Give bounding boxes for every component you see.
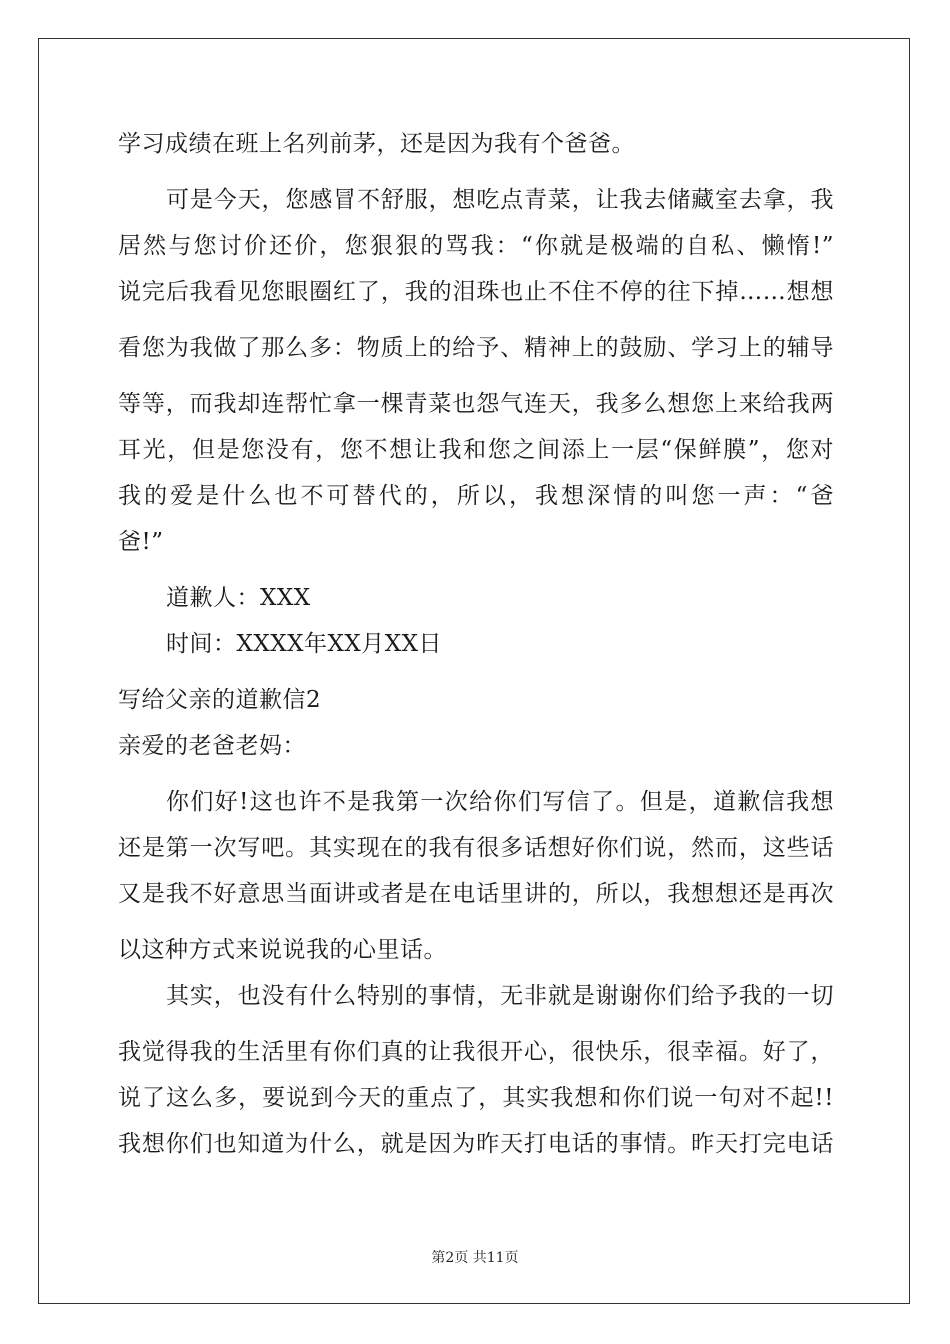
text-line: 又是我不好意思当面讲或者是在电话里讲的，所以，我想想还是再次 <box>118 881 834 907</box>
text-line: 你们好!这也许不是我第一次给你们写信了。但是，道歉信我想 <box>166 789 834 815</box>
text-line: 说了这么多，要说到今天的重点了，其实我想和你们说一句对不起!! <box>118 1085 834 1111</box>
date-line: 时间：XXXX年XX月XX日 <box>166 631 442 657</box>
text-line: 还是第一次写吧。其实现在的我有很多话想好你们说，然而，这些话 <box>118 835 834 861</box>
text-line: 我的爱是什么也不可替代的，所以，我想深情的叫您一声：“爸 <box>118 483 834 509</box>
text-line: 学习成绩在班上名列前茅，还是因为我有个爸爸。 <box>118 131 635 157</box>
text-line: 我觉得我的生活里有你们真的让我很开心，很快乐，很幸福。好了， <box>118 1039 834 1065</box>
section-title: 写给父亲的道歉信2 <box>118 687 322 713</box>
text-line: 居然与您讨价还价，您狠狠的骂我：“你就是极端的自私、懒惰!” <box>118 233 834 259</box>
text-line: 其实，也没有什么特别的事情，无非就是谢谢你们给予我的一切 <box>166 983 834 1009</box>
text-line: 等等，而我却连帮忙拿一棵青菜也怨气连天，我多么想您上来给我两 <box>118 391 834 417</box>
text-line: 说完后我看见您眼圈红了，我的泪珠也止不住不停的往下掉……想想 <box>118 279 834 305</box>
signature-line: 道歉人：XXX <box>166 585 311 611</box>
text-line: 可是今天，您感冒不舒服，想吃点青菜，让我去储藏室去拿，我 <box>166 187 834 213</box>
text-line: 看您为我做了那么多：物质上的给予、精神上的鼓励、学习上的辅导 <box>118 335 834 361</box>
page-number: 第2页 共11页 <box>431 1250 519 1266</box>
text-line: 以这种方式来说说我的心里话。 <box>118 937 447 963</box>
text-line: 耳光，但是您没有，您不想让我和您之间添上一层“保鲜膜”，您对 <box>118 437 834 463</box>
text-line: 我想你们也知道为什么，就是因为昨天打电话的事情。昨天打完电话 <box>118 1131 834 1157</box>
text-line: 爸!” <box>118 529 164 555</box>
salutation: 亲爱的老爸老妈： <box>118 733 306 759</box>
